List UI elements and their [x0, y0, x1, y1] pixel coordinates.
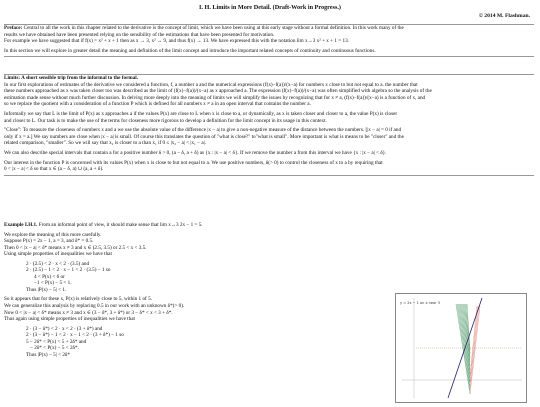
graph-svg	[396, 294, 526, 402]
copyright: © 2014 M. Flashman.	[478, 13, 530, 19]
graph-label: y = 2x − 1 on x near 3	[400, 301, 440, 305]
limits-heading: Limits: A short sensible trip from the informal to the formal.	[4, 75, 139, 81]
limits-p1-l4: so we replace the quotient with a consideration of a function P which is defined for all numbers x ≠ a in an open interval that contains the number a.	[4, 101, 311, 108]
math2-l4: − 2δ* < P(x) − 5 < 2δ*.	[30, 345, 79, 352]
math2-l2: 2 · (3 − δ*) − 1 < 2 · x − 1 < 2 · (3 + δ*) − 1 so	[26, 332, 124, 339]
limits-p2-l1: Informally we say that L is the limit of P(x) as x approaches a if the values P(x) are close to L when x is close to a, or dynamically, as x is taken closer and closer to a, the value P(x) is closer	[4, 110, 398, 117]
example-intro: Example I.H.1. From an informal point of view, it should make sense that lim x→3 2x − 1 = 5.	[4, 222, 203, 228]
limits-p2-l2: and closer to L. Our task is to make the use of the terms for closeness more rigorous to develop a definition for the limit concept in its usage in this context.	[4, 117, 327, 124]
limits-p5-l1: Our interest in the function P is concerned with its values P(x) when x is close to but not equal to a. We use positive numbers, δ(> 0) to control the closeness of x to a by requiring that	[4, 159, 383, 166]
math1-l1: 2 · (2.5) < 2 · x < 2 · (3.5) and	[26, 260, 90, 267]
example-l2: Suppose P(x) = 2x − 1, a = 3, and δ* = 0.5.	[4, 238, 94, 245]
math-block-1	[4, 261, 394, 294]
example-l7: Now 0 < |x − a| < δ* means x ≠ 3 and x ∈ (3 − δ*, 3 + δ*) or 3 − δ* < x < 3 + δ*.	[4, 309, 173, 316]
page-title: I. H. Limits in More Detail. (Draft-Work in Progress.)	[199, 4, 341, 11]
limits-p4: We can also describe special intervals that contain a for a positive number δ > 0, (a − δ, a + δ) as {x : |x − a| < δ}. If we remove the number a from this interval we have {x : |x − a| < δ}.	[4, 149, 387, 156]
limits-p3-l2: only if x = a.] We say numbers are close when |x − a| is small. Of course this translates the question of "what is close?" to"what is small". More important is what is means to be "closer" and the	[4, 133, 404, 140]
limits-p1-l2: these numbers approached as x was taken closer too was described as the limit of (f(x)−f(a))/(x−a) as x approached a. The expression (f(x)−f(a))/(x−a) was often simplified with algebra so the analysis of the	[4, 88, 432, 95]
math2-l1: 2 · (3 − δ*) < 2 · x < 2 · (3 + δ*) and	[26, 325, 103, 332]
limits-p1-l3: estimation made sense without much further discussion. In delving more deeply into the meaning of limits we will simplify the issues by recognizing that for x ≠ a, (f(x)−f(a))/(x−a) is a function of x, and	[4, 94, 426, 101]
example-l6: We can generalize this analysis by replacing 0.5 in our work with an unknown δ*(> 0).	[4, 303, 185, 310]
limits-p5-l2: 0 < |x − a| < δ so that x ∈ (a − δ, a) ∪ (a, a + δ).	[4, 166, 104, 173]
limits-p1-l1: In our first explorations of estimates of the derivative we considered a function, f, a number a and the numerical expressions (f(x)−f(a))/(x−a) for numbers x close to but not equal to a. the number that	[4, 81, 418, 88]
limits-section	[4, 74, 534, 176]
math1-l2: 2 · (2.5) − 1 < 2 · x − 1 < 2 · (3.5) − 1 so	[26, 267, 111, 274]
preface-line-1: Preface: Central to all the work in this chapter related to the derivative is the concept of limit, which we have been using at this early stage without a formal definition. In this work many of the	[4, 25, 404, 31]
math-block-2	[4, 326, 394, 359]
math1-l3: 4 < P(x) < 6 or	[34, 273, 65, 280]
example-l8: Thus again using simple properties of inequalities we have that	[4, 316, 135, 323]
limits-p3-l3: related comparison, "smaller". So we will say that x₂ is closer to a than x₁ if 0 ≤ |x₂ − a| < |x₁ − a|.	[4, 140, 206, 147]
math1-l4: −1 < P(x) − 5 < 1.	[34, 280, 72, 287]
example-l4: Using simple properties of inequalities we have that	[4, 251, 112, 258]
preface-box	[4, 24, 534, 57]
limits-p3-l1: "Close": To measure the closeness of numbers x and a we use the absolute value of the difference |x − a| to give a non-negative measure of the distance between the numbers. [|x − a| = 0 if and	[4, 127, 402, 134]
example-l1: We explore the meaning of this more carefully.	[4, 231, 102, 238]
math2-l5: Thus |P(x) − 5| < 2δ*	[26, 351, 70, 358]
function-graph-image	[395, 293, 527, 403]
example-section	[4, 222, 394, 358]
math1-l5: Thus |P(x) − 5| < 1.	[26, 286, 67, 293]
preface-tail: In this section we will explore in greater detail the meaning and definition of the limit concept and introduce the important related concepts of continuity and continuous functions.	[4, 47, 376, 54]
preface-line-2: results we have obtained have been presented relying on the sensibility of the estimations that have been presented for motivation.	[4, 31, 275, 38]
math2-l3: 5 − 2δ* < P(x) < 5 + 2δ* and	[26, 338, 87, 345]
example-l3: Then 0 < |x − a| < δ* means x ≠ 3 and x ∈ (2.5, 3.5) or 2.5 < x < 3.5.	[4, 244, 147, 251]
example-l5: So it appears that for these x, P(x) is relatively close to 5, within 1 of 5.	[4, 296, 152, 303]
preface-line-3: For example we have suggested that if f(x) = x² + x + 1 then as x → 3, x² → 9, and thus f(x) → 13. We have expressed this with the notation lim x→3 x² + x + 1 = 13.	[4, 38, 350, 45]
